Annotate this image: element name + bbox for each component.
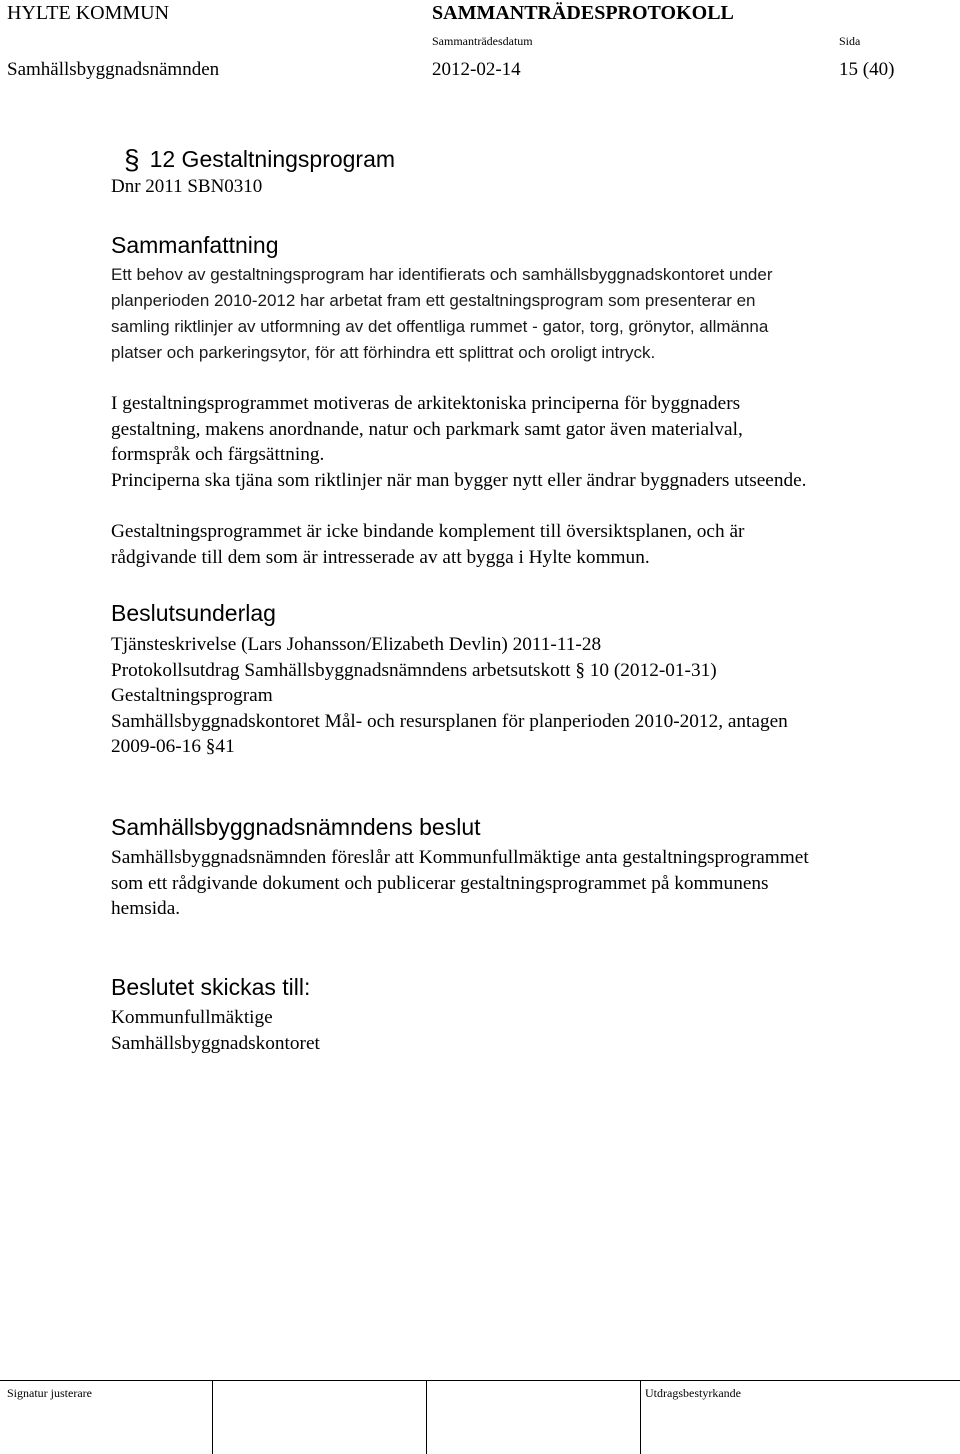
- meeting-date: 2012-02-14: [432, 59, 521, 80]
- basis-item: Tjänsteskrivelse (Lars Johansson/Elizabeth Devlin) 2011-11-28: [111, 634, 602, 655]
- date-label: Sammanträdesdatum: [432, 34, 533, 48]
- paragraph-line: formspråk och färgsättning.: [111, 444, 325, 465]
- item-title: [124, 145, 395, 174]
- signature-label: Signatur justerare: [7, 1386, 92, 1400]
- document-type: SAMMANTRÄDESPROTOKOLL: [432, 2, 734, 24]
- summary-line: planperioden 2010-2012 har arbetat fram ett gestaltningsprogram som presenterar en: [111, 291, 756, 310]
- basis-item: Gestaltningsprogram: [111, 685, 273, 706]
- page-label: Sida: [839, 34, 861, 48]
- municipality-name: HYLTE KOMMUN: [7, 2, 170, 24]
- basis-list: [111, 632, 788, 760]
- summary-line: samling riktlinjer av utformning av det offentliga rummet - gator, torg, grönytor, allmänna: [111, 317, 769, 336]
- page-number: 15 (40): [839, 59, 895, 80]
- paragraph-line: I gestaltningsprogrammet motiveras de arkitektoniska principerna för byggnaders: [111, 393, 741, 414]
- recipient: Kommunfullmäktige: [111, 1007, 273, 1028]
- paragraph-line: Principerna ska tjäna som riktlinjer när man bygger nytt eller ändrar byggnaders utseende.: [111, 469, 807, 491]
- decision-line: Samhällsbyggnadsnämnden föreslår att Kommunfullmäktige anta gestaltningsprogrammet: [111, 847, 809, 868]
- basis-item: Samhällsbyggnadskontoret Mål- och resursplanen för planperioden 2010-2012, antagen: [111, 710, 788, 732]
- item-title-text: 12 Gestaltningsprogram: [149, 146, 396, 172]
- basis-item: Protokollsutdrag Samhällsbyggnadsnämndens arbetsutskott § 10 (2012-01-31): [111, 659, 717, 681]
- diary-number: Dnr 2011 SBN0310: [111, 176, 263, 197]
- status-paragraph: [111, 519, 744, 570]
- decision-line: hemsida.: [111, 898, 181, 919]
- sent-to-heading: Beslutet skickas till:: [111, 974, 311, 1000]
- summary-heading: Sammanfattning: [111, 232, 279, 258]
- decision-line: som ett rådgivande dokument och publicerar gestaltningsprogrammet på kommunens: [111, 872, 769, 894]
- summary-line: Ett behov av gestaltningsprogram har identifierats och samhällsbyggnadskontoret under: [111, 265, 773, 284]
- section-sign: §: [124, 144, 140, 175]
- footer-column-divider: [426, 1380, 427, 1454]
- footer-divider: [0, 1380, 960, 1381]
- paragraph-line: rådgivande till dem som är intresserade av att bygga i Hylte kommun.: [111, 546, 650, 568]
- decision-paragraph: [111, 845, 809, 922]
- paragraph-line: gestaltning, makens anordnande, natur och parkmark samt gator även materialval,: [111, 418, 743, 440]
- committee-name: Samhällsbyggnadsnämnden: [7, 59, 220, 80]
- summary-paragraph: [111, 262, 773, 366]
- decision-heading: Samhällsbyggnadsnämndens beslut: [111, 814, 481, 840]
- basis-heading: Beslutsunderlag: [111, 600, 276, 626]
- recipient-list: [111, 1005, 320, 1056]
- extract-certification-label: Utdragsbestyrkande: [645, 1386, 741, 1400]
- footer-column-divider: [640, 1380, 641, 1454]
- basis-item: 2009-06-16 §41: [111, 736, 235, 757]
- motivation-paragraph: [111, 391, 807, 493]
- footer-column-divider: [212, 1380, 213, 1454]
- paragraph-line: Gestaltningsprogrammet är icke bindande komplement till översiktsplanen, och är: [111, 521, 745, 542]
- recipient: Samhällsbyggnadskontoret: [111, 1032, 320, 1054]
- summary-line: platser och parkeringsytor, för att förhindra ett splittrat och oroligt intryck.: [111, 343, 656, 362]
